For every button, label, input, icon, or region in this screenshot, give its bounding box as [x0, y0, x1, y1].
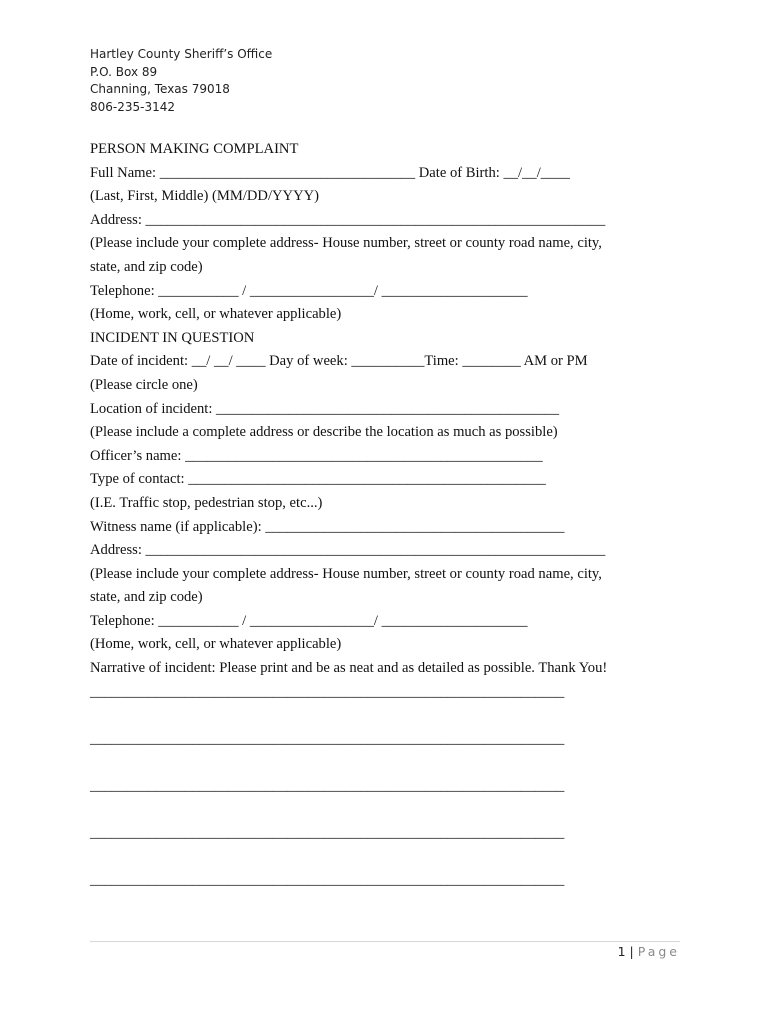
- witness-address-hint: (Please include your complete address- House number, street or county road name, city,: [90, 565, 602, 582]
- page-separator: |: [625, 944, 638, 959]
- address-hint-continued: state, and zip code): [90, 258, 203, 275]
- letterhead: [90, 46, 272, 116]
- narrative-instructions: Narrative of incident: Please print and be as neat and as detailed as possible. Thank You!: [90, 660, 608, 677]
- full-name-dob-hint: (Last, First, Middle) (MM/DD/YYYY): [90, 188, 320, 205]
- contact-type-field: Type of contact: _________________________________________________: [90, 471, 546, 488]
- po-box: P.O. Box 89: [90, 64, 158, 79]
- section-heading-incident-in-question: INCIDENT IN QUESTION: [90, 329, 255, 346]
- office-name: Hartley County Sheriff’s Office: [90, 47, 273, 61]
- city-state-zip: Channing, Texas 79018: [90, 82, 230, 96]
- footer-divider: [90, 941, 680, 942]
- location-hint: (Please include a complete address or describe the location as much as possible): [90, 424, 558, 441]
- narrative-blank-line: _________________________________________________________________: [90, 825, 565, 841]
- witness-name-field: Witness name (if applicable): _________________________________________: [90, 518, 565, 535]
- incident-date-time-field: Date of incident: __/ __/ ____ Day of week: __________Time: ________ AM or PM: [90, 353, 588, 370]
- complaint-form: [90, 138, 710, 681]
- location-field: Location of incident: _______________________________________________: [90, 400, 559, 417]
- page-label: Page: [637, 944, 680, 959]
- circle-one-hint: (Please circle one): [90, 376, 198, 393]
- officer-name-field: Officer’s name: _________________________________________________: [90, 447, 543, 464]
- witness-telephone-hint: (Home, work, cell, or whatever applicable): [90, 636, 342, 653]
- address-field: Address: _______________________________________________________________: [90, 211, 606, 228]
- telephone-field: Telephone: ___________ / _________________/ ____________________: [90, 282, 528, 299]
- witness-address-field: Address: _______________________________________________________________: [90, 542, 606, 559]
- page-footer: [618, 943, 680, 961]
- witness-address-hint-continued: state, and zip code): [90, 589, 203, 606]
- narrative-blank-line: _________________________________________________________________: [90, 778, 565, 794]
- witness-telephone-field: Telephone: ___________ / _________________/ ____________________: [90, 612, 528, 629]
- full-name-dob-field: Full Name: ___________________________________ Date of Birth: __/__/____: [90, 164, 570, 181]
- page-number: 1: [617, 944, 626, 959]
- narrative-blank-line: _________________________________________________________________: [90, 731, 565, 747]
- narrative-blank-line: _________________________________________________________________: [90, 684, 565, 700]
- telephone-hint: (Home, work, cell, or whatever applicable): [90, 306, 342, 323]
- contact-type-hint: (I.E. Traffic stop, pedestrian stop, etc...): [90, 494, 323, 511]
- office-phone: 806-235-3142: [90, 99, 176, 114]
- address-hint: (Please include your complete address- House number, street or county road name, city,: [90, 235, 602, 252]
- section-heading-person-making-complaint: PERSON MAKING COMPLAINT: [90, 141, 299, 157]
- narrative-blank-line: _________________________________________________________________: [90, 872, 565, 888]
